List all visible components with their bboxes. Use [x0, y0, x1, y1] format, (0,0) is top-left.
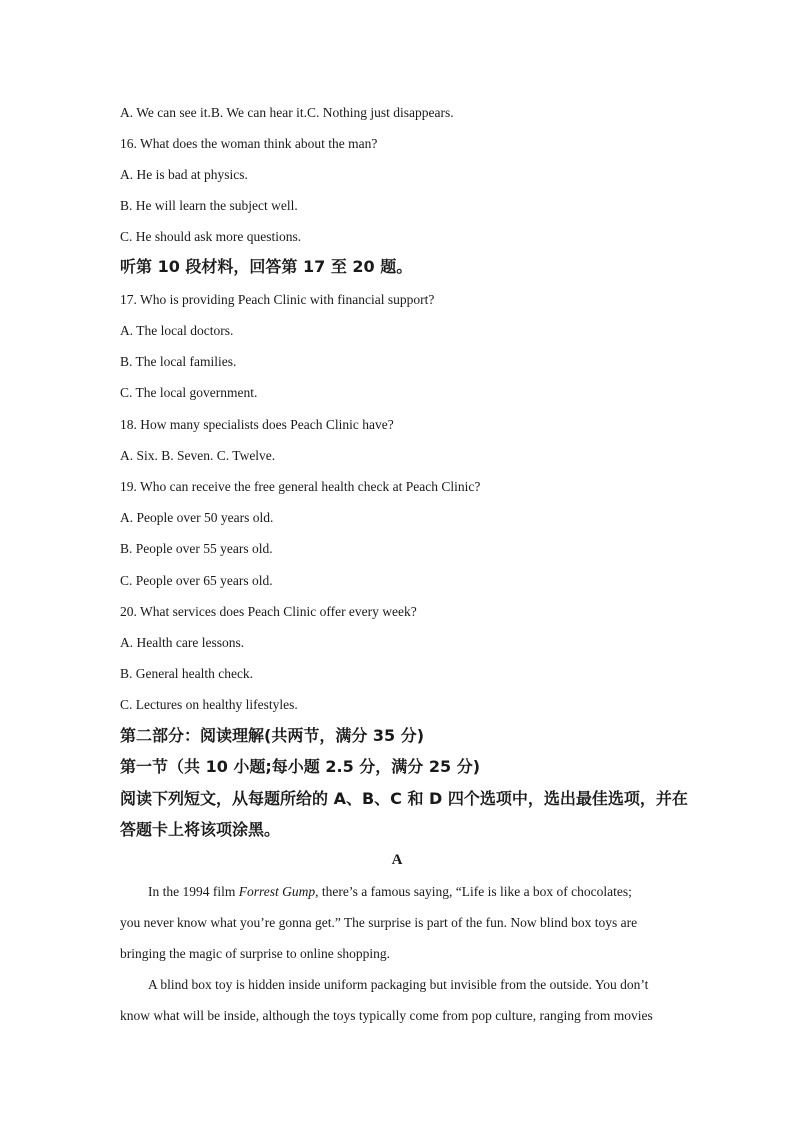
q17-stem: 17. Who is providing Peach Clinic with financial support?	[120, 292, 435, 307]
q20-option-b: B. General health check.	[120, 666, 254, 681]
passage-p1-line3: bringing the magic of surprise to online shopping.	[120, 946, 390, 961]
q18-options: A. Six. B. Seven. C. Twelve.	[120, 448, 276, 463]
passage-p2-line1: A blind box toy is hidden inside uniform packaging but invisible from the outside. You don’t	[148, 977, 649, 992]
q17-option-a: A. The local doctors.	[120, 323, 234, 338]
section10-instruction: 听第 10 段材料，回答第 17 至 20 题。	[120, 257, 413, 276]
passage-letter: A	[391, 852, 403, 868]
p1-line1-before: In the 1994 film	[148, 884, 239, 899]
q16-option-b: B. He will learn the subject well.	[120, 198, 298, 213]
reading-section-title: 第一节（共 10 小题;每小题 2.5 分，满分 25 分)	[120, 757, 481, 776]
q15-options: A. We can see it.B. We can hear it.C. Nothing just disappears.	[120, 105, 454, 120]
q16-option-a: A. He is bad at physics.	[120, 167, 248, 182]
passage-p1-line1	[148, 884, 700, 900]
q18-stem: 18. How many specialists does Peach Clinic have?	[120, 417, 394, 432]
q19-stem: 19. Who can receive the free general health check at Peach Clinic?	[120, 479, 481, 494]
q19-option-c: C. People over 65 years old.	[120, 573, 273, 588]
q20-option-a: A. Health care lessons.	[120, 635, 245, 650]
passage-p2-line2: know what will be inside, although the toys typically come from pop culture, ranging from movies	[120, 1008, 653, 1023]
q16-option-c: C. He should ask more questions.	[120, 229, 302, 244]
reading-instruction-line1: 阅读下列短文，从每题所给的 A、B、C 和 D 四个选项中，选出最佳选项，并在	[120, 789, 688, 808]
q17-option-b: B. The local families.	[120, 354, 237, 369]
reading-instruction-line2: 答题卡上将该项涂黑。	[120, 820, 281, 839]
p1-line1-after: , there’s a famous saying, “Life is like a box of chocolates;	[315, 884, 632, 899]
q20-option-c: C. Lectures on healthy lifestyles.	[120, 697, 298, 712]
q19-option-b: B. People over 55 years old.	[120, 541, 273, 556]
q17-option-c: C. The local government.	[120, 385, 258, 400]
reading-part-title: 第二部分：阅读理解(共两节，满分 35 分)	[120, 726, 425, 745]
q20-stem: 20. What services does Peach Clinic offer every week?	[120, 604, 417, 619]
q16-stem: 16. What does the woman think about the man?	[120, 136, 378, 151]
film-title: Forrest Gump	[238, 884, 316, 899]
q19-option-a: A. People over 50 years old.	[120, 510, 274, 525]
passage-p1-line2: you never know what you’re gonna get.” The surprise is part of the fun. Now blind box toys are	[120, 915, 638, 930]
